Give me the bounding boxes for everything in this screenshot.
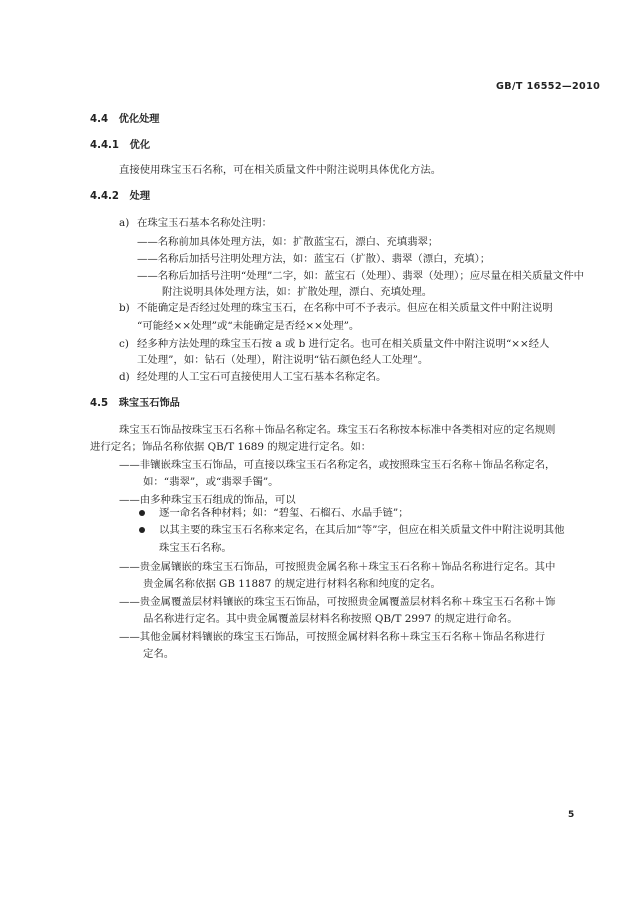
dash-item: ——其他金属材料镶嵌的珠宝玉石饰品，可按照金属材料名称＋珠宝玉石名称＋饰品名称进行 [119, 631, 546, 643]
dash-item-continued: 如：“翡翠”，或“翡翠手镯”。 [143, 476, 279, 488]
dash-item: ——非镶嵌珠宝玉石饰品，可直接以珠宝玉石名称定名，或按照珠宝玉石名称＋饰品名称定名， [119, 459, 556, 471]
section-number: 4.5 [90, 398, 109, 409]
section-number: 4.4.2 [90, 191, 120, 202]
list-mark-d: d) [119, 371, 130, 383]
section-number: 4.4 [90, 114, 109, 125]
bullet-icon [139, 527, 145, 533]
list-subitem: ——名称后加括号注明“处理”二字，如：蓝宝石（处理）、翡翠（处理）；应尽量在相关质量文件中 [137, 270, 585, 282]
paragraph-line: 珠宝玉石饰品按珠宝玉石名称＋饰品名称定名。珠宝玉石名称按本标准中各类相对应的定名规则 [119, 424, 556, 436]
list-item-c: 经多种方法处理的珠宝玉石按 a 或 b 进行定名。也可在相关质量文件中附注说明“××经人 [137, 338, 550, 350]
list-item-a: 在珠宝玉石基本名称处注明： [137, 217, 273, 229]
bullet-item-continued: 珠宝玉石名称。 [159, 542, 232, 554]
dash-item-continued: 品名称进行定名。其中贵金属覆盖层材料名称按照 QB/T 2997 的规定进行命名。 [143, 613, 518, 625]
page-number: 5 [568, 810, 575, 820]
list-mark-c: c) [119, 338, 129, 350]
document-code: GB/T 16552—2010 [496, 81, 601, 92]
list-item-d: 经处理的人工宝石可直接使用人工宝石基本名称定名。 [137, 371, 387, 383]
dash-item: ——贵金属覆盖层材料镶嵌的珠宝玉石饰品，可按照贵金属覆盖层材料名称＋珠宝玉石名称＋饰 [119, 596, 556, 608]
dash-item-continued: 贵金属名称依据 GB 11887 的规定进行材料名称和纯度的定名。 [143, 578, 441, 590]
section-title: 优化 [129, 140, 151, 151]
dash-item-continued: 定名。 [143, 648, 175, 660]
section-4-4-1-heading [90, 139, 150, 153]
section-4-5-heading [90, 397, 180, 411]
bullet-item: 逐一命名各种材料；如：“碧玺、石榴石、水晶手链”； [159, 507, 409, 519]
section-title: 优化处理 [118, 114, 160, 125]
section-4-4-2-heading [90, 190, 150, 204]
list-item-b-continued: “可能经××处理”或“未能确定是否经××处理”。 [137, 320, 360, 332]
list-item-b: 不能确定是否经过处理的珠宝玉石，在名称中可不予表示。但应在相关质量文件中附注说明 [137, 302, 553, 314]
list-subitem: ——名称前加具体处理方法，如：扩散蓝宝石，漂白、充填翡翠； [137, 236, 439, 248]
dash-item: ——由多种珠宝玉石组成的饰品，可以 [119, 494, 296, 506]
list-subitem: ——名称后加括号注明处理方法，如：蓝宝石（扩散）、翡翠（漂白，充填）； [137, 253, 491, 265]
list-item-c-continued: 工处理”，如：钻石（处理），附注说明“钻石颜色经人工处理”。 [137, 354, 429, 366]
list-subitem-continued: 附注说明具体处理方法，如：扩散处理，漂白、充填处理。 [162, 286, 433, 298]
section-title: 珠宝玉石饰品 [118, 398, 180, 409]
section-title: 处理 [129, 191, 151, 202]
paragraph-line: 进行定名；饰品名称依据 QB/T 1689 的规定进行定名。如： [90, 441, 372, 453]
dash-item: ——贵金属镶嵌的珠宝玉石饰品，可按照贵金属名称＋珠宝玉石名称＋饰品名称进行定名。其中 [119, 561, 556, 573]
section-4-4-1-body: 直接使用珠宝玉石名称，可在相关质量文件中附注说明具体优化方法。 [119, 164, 442, 176]
section-number: 4.4.1 [90, 140, 120, 151]
list-mark-a: a) [119, 217, 130, 229]
bullet-icon [139, 510, 145, 516]
list-mark-b: b) [119, 302, 130, 314]
bullet-item: 以其主要的珠宝玉石名称来定名，在其后加“等”字，但应在相关质量文件中附注说明其他 [159, 524, 565, 536]
section-4-4-heading [90, 113, 159, 127]
